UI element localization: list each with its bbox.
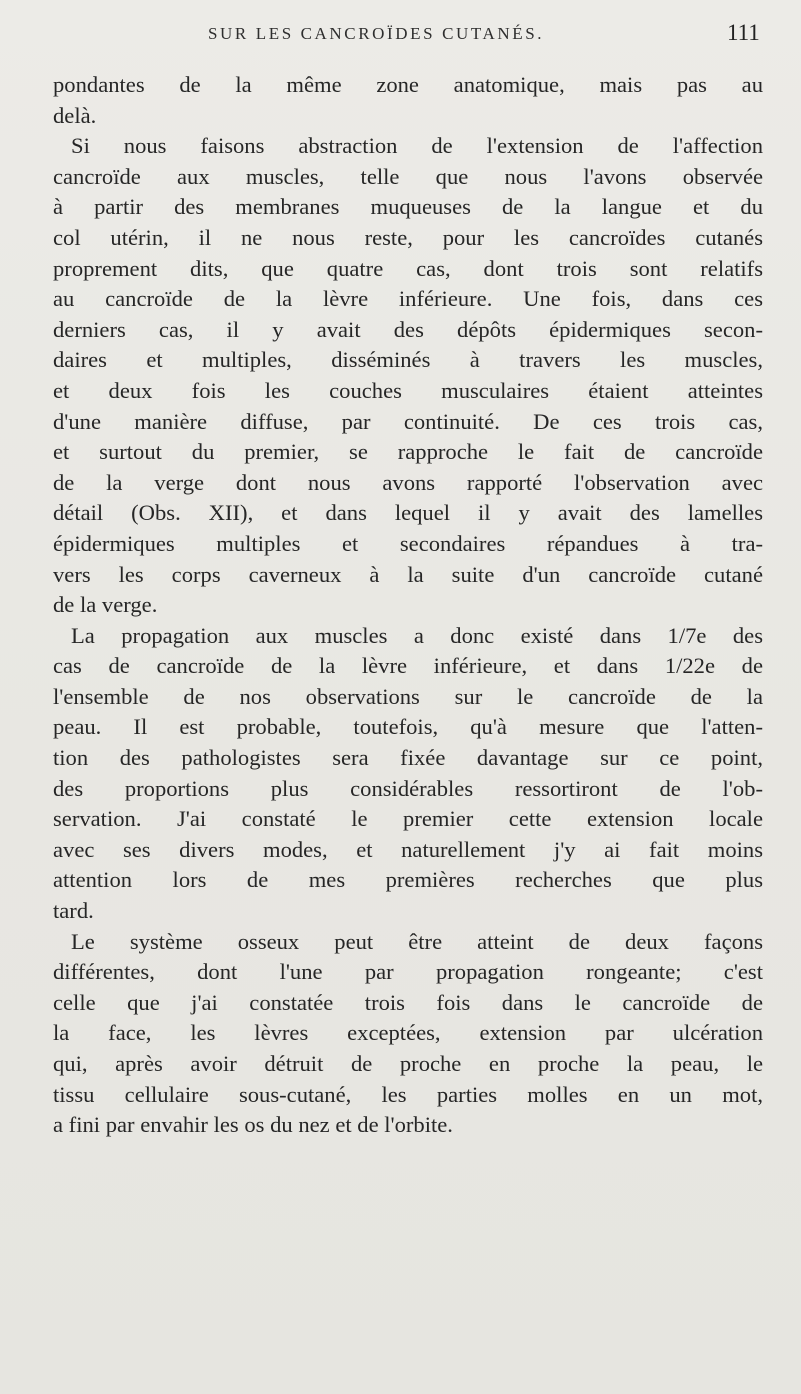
text-line: de la verge dont nous avons rapporté l'observation avec: [53, 469, 763, 495]
text-line: épidermiques multiples et secondaires répandues à tra-: [53, 530, 763, 556]
text-line: pondantes de la même zone anatomique, mais pas au: [53, 72, 763, 97]
text-line: différentes, dont l'une par propagation rongeante; c'est: [53, 959, 763, 985]
running-head-title: SUR LES CANCROÏDES CUTANÉS.: [208, 24, 545, 43]
paragraph-start-line: Le système osseux peut être atteint de deux façons: [71, 928, 763, 954]
text-line: celle que j'ai constatée trois fois dans le cancroïde de: [53, 989, 763, 1015]
text-line: derniers cas, il y avait des dépôts épidermiques secon-: [53, 316, 763, 342]
text-line: d'une manière diffuse, par continuité. De ces trois cas,: [53, 408, 763, 434]
text-line: des proportions plus considérables ressortiront de l'ob-: [53, 775, 763, 801]
paragraph-start-line: Si nous faisons abstraction de l'extension de l'affection: [71, 133, 763, 159]
body-text: [53, 70, 763, 1141]
text-line: et surtout du premier, se rapproche le fait de cancroïde: [53, 439, 763, 465]
text-line: attention lors de mes premières recherches que plus: [53, 867, 763, 893]
text-line: servation. J'ai constaté le premier cette extension locale: [53, 806, 763, 832]
text-line: et deux fois les couches musculaires étaient atteintes: [53, 377, 763, 403]
page-number: 111: [727, 20, 760, 45]
text-line: tard.: [53, 898, 94, 924]
text-line: a fini par envahir les os du nez et de l'orbite.: [53, 1112, 453, 1138]
text-line: tissu cellulaire sous-cutané, les parties molles en un mot,: [53, 1081, 763, 1107]
running-head: [0, 18, 801, 58]
text-line: proprement dits, que quatre cas, dont trois sont relatifs: [53, 255, 763, 281]
text-line: daires et multiples, disséminés à travers les muscles,: [53, 347, 763, 373]
text-line: de la verge.: [53, 592, 158, 618]
text-line: avec ses divers modes, et naturellement j'y ai fait moins: [53, 836, 763, 862]
text-line: au cancroïde de la lèvre inférieure. Une fois, dans ces: [53, 286, 763, 312]
text-line: cas de cancroïde de la lèvre inférieure, et dans 1/22e de: [53, 653, 763, 679]
text-line: détail (Obs. XII), et dans lequel il y avait des lamelles: [53, 500, 763, 526]
text-line: l'ensemble de nos observations sur le cancroïde de la: [53, 683, 763, 709]
text-line: delà.: [53, 102, 97, 128]
text-line: tion des pathologistes sera fixée davantage sur ce point,: [53, 745, 763, 771]
text-line: qui, après avoir détruit de proche en proche la peau, le: [53, 1051, 763, 1076]
text-line: cancroïde aux muscles, telle que nous l'avons observée: [53, 163, 763, 189]
text-line: à partir des membranes muqueuses de la langue et du: [53, 194, 763, 220]
text-line: vers les corps caverneux à la suite d'un cancroïde cutané: [53, 561, 763, 587]
text-line: peau. Il est probable, toutefois, qu'à mesure que l'atten-: [53, 714, 763, 740]
text-line: col utérin, il ne nous reste, pour les cancroïdes cutanés: [53, 224, 763, 250]
text-line: la face, les lèvres exceptées, extension par ulcération: [53, 1020, 763, 1046]
paragraph-start-line: La propagation aux muscles a donc existé dans 1/7e des: [71, 622, 763, 648]
